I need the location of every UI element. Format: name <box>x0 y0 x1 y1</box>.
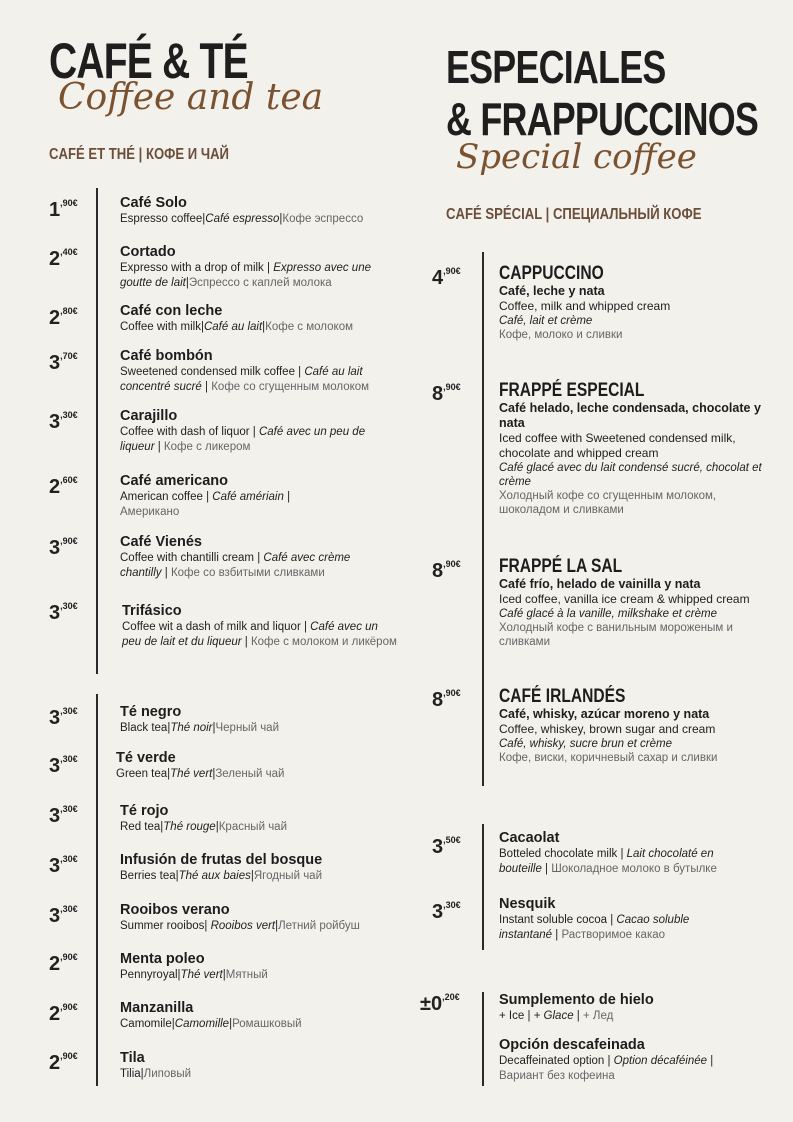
right-subtitle: CAFÉ SPÉCIAL | СПЕЦИАЛЬНЫЙ КОФЕ <box>446 206 702 223</box>
item-ru: Кофе с молоком и ликёром <box>250 636 397 648</box>
item-ru: Липовый <box>143 1068 192 1080</box>
menu-item: Nesquik Instant soluble cocoa | Cacao soluble instantané | Растворимое какао <box>499 896 739 943</box>
item-fr: Café avec crème chantilly <box>120 552 351 579</box>
item-es: Café, leche y nata <box>499 284 605 298</box>
coffee-divider-line <box>96 188 98 674</box>
price: $2^{,60€}$ <box>49 475 78 498</box>
item-ru: Растворимое какао <box>561 929 666 941</box>
item-name: Café Vienés <box>120 534 202 550</box>
item-fr: Café, whisky, sucre brun et crème <box>499 738 672 750</box>
price: $3^{,30€}$ <box>49 706 78 729</box>
item-fr: Thé noir <box>170 722 213 734</box>
item-ru: Кофе, виски, коричневый сахар и сливки <box>499 752 718 764</box>
item-name: Rooibos verano <box>120 902 230 918</box>
item-en: Botteled chocolate milk | <box>499 848 627 860</box>
item-en: Sweetened condensed milk coffee <box>120 366 295 378</box>
price: $3^{,70€}$ <box>49 351 78 374</box>
price: $2^{,90€}$ <box>49 952 78 975</box>
item-ru: Красный чай <box>218 821 288 833</box>
item-fr: Café espresso <box>205 213 280 225</box>
right-title-line1: ESPECIALES <box>446 41 666 93</box>
menu-item: Café americano American coffee | Café amériain | Американо <box>120 473 330 520</box>
item-name: Té negro <box>120 704 182 720</box>
item-es: Café helado, leche condensada, chocolate y nata <box>499 401 761 430</box>
item-ru: Черный чай <box>215 722 280 734</box>
item-en: + Ice | <box>499 1010 534 1022</box>
price: $3^{,30€}$ <box>49 754 78 777</box>
item-ru: Вариант без кофеина <box>499 1070 615 1082</box>
item-name: Menta poleo <box>120 951 205 967</box>
item-en: Coffee with milk <box>120 321 201 333</box>
special-item <box>499 381 769 517</box>
right-title-line2: & FRAPPUCCINOS <box>446 93 759 145</box>
price: $2^{,90€}$ <box>49 1002 78 1025</box>
item-fr: Thé vert <box>180 969 223 981</box>
item-fr: Café au lait concentré sucré <box>120 366 363 393</box>
price: $8^{,90€}$ <box>432 382 461 405</box>
price: $3^{,30€}$ <box>49 804 78 827</box>
menu-item: Café Solo Espresso coffee|Café espresso|Кофе эспрессо <box>120 195 400 227</box>
item-name: Manzanilla <box>120 1000 194 1016</box>
item-fr: Camomille <box>174 1018 230 1030</box>
item-en: Black tea <box>120 722 168 734</box>
item-en: Coffee, milk and whipped cream <box>499 299 671 313</box>
item-name: Infusión de frutas del bosque <box>120 852 323 868</box>
item-ru: Кофе со взбитыми сливками <box>170 567 325 579</box>
price: $4^{,90€}$ <box>432 266 461 289</box>
menu-item: Trifásico Coffee wit a dash of milk and liquor | Café avec un peu de lait et du liqueur | Кофе с молоком и ликёром <box>122 603 397 648</box>
item-name: Sumplemento de hielo <box>499 992 654 1008</box>
price: $3^{,90€}$ <box>49 536 78 559</box>
price: $3^{,50€}$ <box>432 835 461 858</box>
price: $8^{,90€}$ <box>432 559 461 582</box>
item-ru: Кофе с молоком <box>265 321 353 333</box>
menu-item: Menta poleo Pennyroyal|Thé vert|Мятный <box>120 951 400 983</box>
item-name: CAPPUCCINO <box>499 263 604 284</box>
item-en: Summer rooibos <box>120 920 205 932</box>
special-item <box>499 264 769 342</box>
item-en: Coffee with chantilli cream <box>120 552 255 564</box>
item-name: Café Solo <box>120 195 187 211</box>
menu-item: Té verde Green tea|Thé vert|Зеленый чай <box>116 750 396 782</box>
item-name: Cacaolat <box>499 830 560 846</box>
item-en: Camomile <box>120 1018 172 1030</box>
item-name: Carajillo <box>120 408 178 424</box>
item-en: Berries tea <box>120 870 176 882</box>
item-ru: Шоколадное молоко в бутылке <box>551 863 717 875</box>
item-en: Green tea <box>116 768 168 780</box>
price: $1^{,90€}$ <box>49 198 78 221</box>
item-en: Iced coffee with Sweetened condensed milk, chocolate and whipped cream <box>499 431 736 460</box>
item-ru: Мятный <box>225 969 268 981</box>
menu-item: Infusión de frutas del bosque Berries tea|Thé aux baies|Ягодный чай <box>120 852 400 884</box>
menu-item: Café bombón Sweetened condensed milk coffee | Café au lait concentré sucré | Кофе со сгущенным молоком <box>120 348 395 395</box>
item-ru: Кофе с ликером <box>163 441 251 453</box>
item-name: FRAPPÉ LA SAL <box>499 556 623 577</box>
item-name: Té rojo <box>120 803 169 819</box>
item-fr: Café au lait <box>203 321 263 333</box>
extras-divider-line <box>482 992 484 1086</box>
item-en: Coffee wit a dash of milk and liquor <box>122 621 301 633</box>
chocolate-divider-line <box>482 824 484 950</box>
menu-item: Té negro Black tea|Thé noir|Черный чай <box>120 704 400 736</box>
menu-item: Manzanilla Camomile|Camomille|Ромашковый <box>120 1000 400 1032</box>
item-fr: Café glacé avec du lait condensé sucré, chocolat et crème <box>499 462 762 488</box>
item-name: Café con leche <box>120 303 223 319</box>
left-subtitle: CAFÉ ET THÉ | КОФЕ И ЧАЙ <box>49 146 229 163</box>
item-ru: Кофе эспрессо <box>282 213 364 225</box>
left-title: CAFÉ & TÉ <box>49 33 248 89</box>
menu-item: Café con leche Coffee with milk|Café au lait|Кофе с молоком <box>120 303 400 335</box>
decaf-option: Opción descafeinada Decaffeinated option | Option décaféinée | Вариант без кофеина <box>499 1037 759 1084</box>
menu-item: Tila Tilia|Липовый <box>120 1050 400 1082</box>
item-fr: Option décaféinée <box>613 1055 708 1067</box>
item-ru: Кофе со сгущенным молоком <box>211 381 370 393</box>
ice-supplement: Sumplemento de hielo + Ice | + Glace | + Лед <box>499 992 759 1024</box>
price: $3^{,30€}$ <box>49 601 78 624</box>
item-ru: Зеленый чай <box>215 768 285 780</box>
item-ru: Холодный кофе с ванильным мороженым и сливками <box>499 622 733 648</box>
item-en: Coffee, whiskey, brown sugar and cream <box>499 722 716 736</box>
right-script-title: Special coffee <box>456 137 697 177</box>
item-es: Café, whisky, azúcar moreno y nata <box>499 707 710 721</box>
menu-item: Carajillo Coffee with dash of liquor | Café avec un peu de liqueur | Кофе с ликером <box>120 408 385 455</box>
item-name: Té verde <box>116 750 176 766</box>
item-ru: Холодный кофе со сгущенным молоком, шоколадом и сливками <box>499 490 717 516</box>
item-en: Tilia <box>120 1068 141 1080</box>
item-fr: Thé rouge <box>163 821 216 833</box>
item-ru: Ягодный чай <box>253 870 323 882</box>
item-name: Nesquik <box>499 896 556 912</box>
item-ru: Ромашковый <box>232 1018 302 1030</box>
menu-item: Café Vienés Coffee with chantilli cream | Café avec crème chantilly | Кофе со взбитыми сливками <box>120 534 385 581</box>
item-name: Trifásico <box>122 603 182 619</box>
item-ru: Летний ройбуш <box>278 920 360 932</box>
menu-item: Cacaolat Botteled chocolate milk | Lait chocolaté en bouteille | Шоколадное молоко в бутылке <box>499 830 759 877</box>
price: $2^{,80€}$ <box>49 306 78 329</box>
item-fr: + Glace <box>533 1010 574 1022</box>
price: $3^{,30€}$ <box>432 900 461 923</box>
item-fr: Rooibos vert <box>210 920 276 932</box>
item-fr: Café avec un peu de lait et du liqueur <box>122 621 378 648</box>
item-ru: Американо <box>120 506 180 518</box>
menu-item: Té rojo Red tea|Thé rouge|Красный чай <box>120 803 400 835</box>
item-fr: Lait chocolaté en bouteille <box>499 848 714 875</box>
special-item <box>499 557 769 649</box>
item-en: Red tea <box>120 821 161 833</box>
item-name: FRAPPÉ ESPECIAL <box>499 380 645 401</box>
price: $\pm 0^{,20€}$ <box>420 992 460 1015</box>
item-en: American coffee <box>120 491 203 503</box>
item-en: Expresso with a drop of milk | <box>120 262 274 274</box>
price: $8^{,90€}$ <box>432 688 461 711</box>
item-en: Espresso coffee <box>120 213 203 225</box>
item-ru: + Лед <box>582 1010 614 1022</box>
menu-item: Rooibos verano Summer rooibos| Rooibos vert|Летний ройбуш <box>120 902 400 934</box>
item-fr: Cacao soluble instantané <box>499 914 690 941</box>
item-ru: Кофе, молоко и сливки <box>499 329 623 341</box>
specials-divider-line <box>482 252 484 786</box>
item-ru: Эспрессо с каплей молока <box>188 277 332 289</box>
special-item <box>499 687 769 765</box>
item-fr: Café amériain <box>212 491 284 503</box>
item-name: CAFÉ IRLANDÉS <box>499 686 626 707</box>
price: $2^{,40€}$ <box>49 247 78 270</box>
item-en: Coffee with dash of liquor <box>120 426 250 438</box>
item-en: Instant soluble cocoa | <box>499 914 617 926</box>
left-script-title: Coffee and tea <box>58 77 324 118</box>
item-en: Pennyroyal <box>120 969 178 981</box>
item-fr: Thé aux baies <box>178 870 251 882</box>
tea-divider-line <box>96 694 98 1086</box>
item-name: Opción descafeinada <box>499 1037 645 1053</box>
item-fr: Café avec un peu de liqueur <box>120 426 366 453</box>
item-name: Cortado <box>120 244 176 260</box>
item-name: Café americano <box>120 473 228 489</box>
price: $3^{,30€}$ <box>49 854 78 877</box>
item-fr: Expresso avec une goutte de lait <box>120 262 371 289</box>
item-fr: Café glacé à la vanille, milkshake et crème <box>499 608 717 620</box>
price: $2^{,90€}$ <box>49 1051 78 1074</box>
item-es: Café frío, helado de vainilla y nata <box>499 577 701 591</box>
item-en: Decaffeinated option | <box>499 1055 614 1067</box>
item-fr: Café, lait et crème <box>499 315 593 327</box>
item-en: Iced coffee, vanilla ice cream & whipped cream <box>499 592 750 606</box>
price: $3^{,30€}$ <box>49 410 78 433</box>
menu-item: Cortado Expresso with a drop of milk | Expresso avec une goutte de lait|Эспрессо с каплей молока <box>120 244 382 291</box>
price: $3^{,30€}$ <box>49 904 78 927</box>
item-fr: Thé vert <box>170 768 213 780</box>
item-name: Tila <box>120 1050 145 1066</box>
item-name: Café bombón <box>120 348 213 364</box>
